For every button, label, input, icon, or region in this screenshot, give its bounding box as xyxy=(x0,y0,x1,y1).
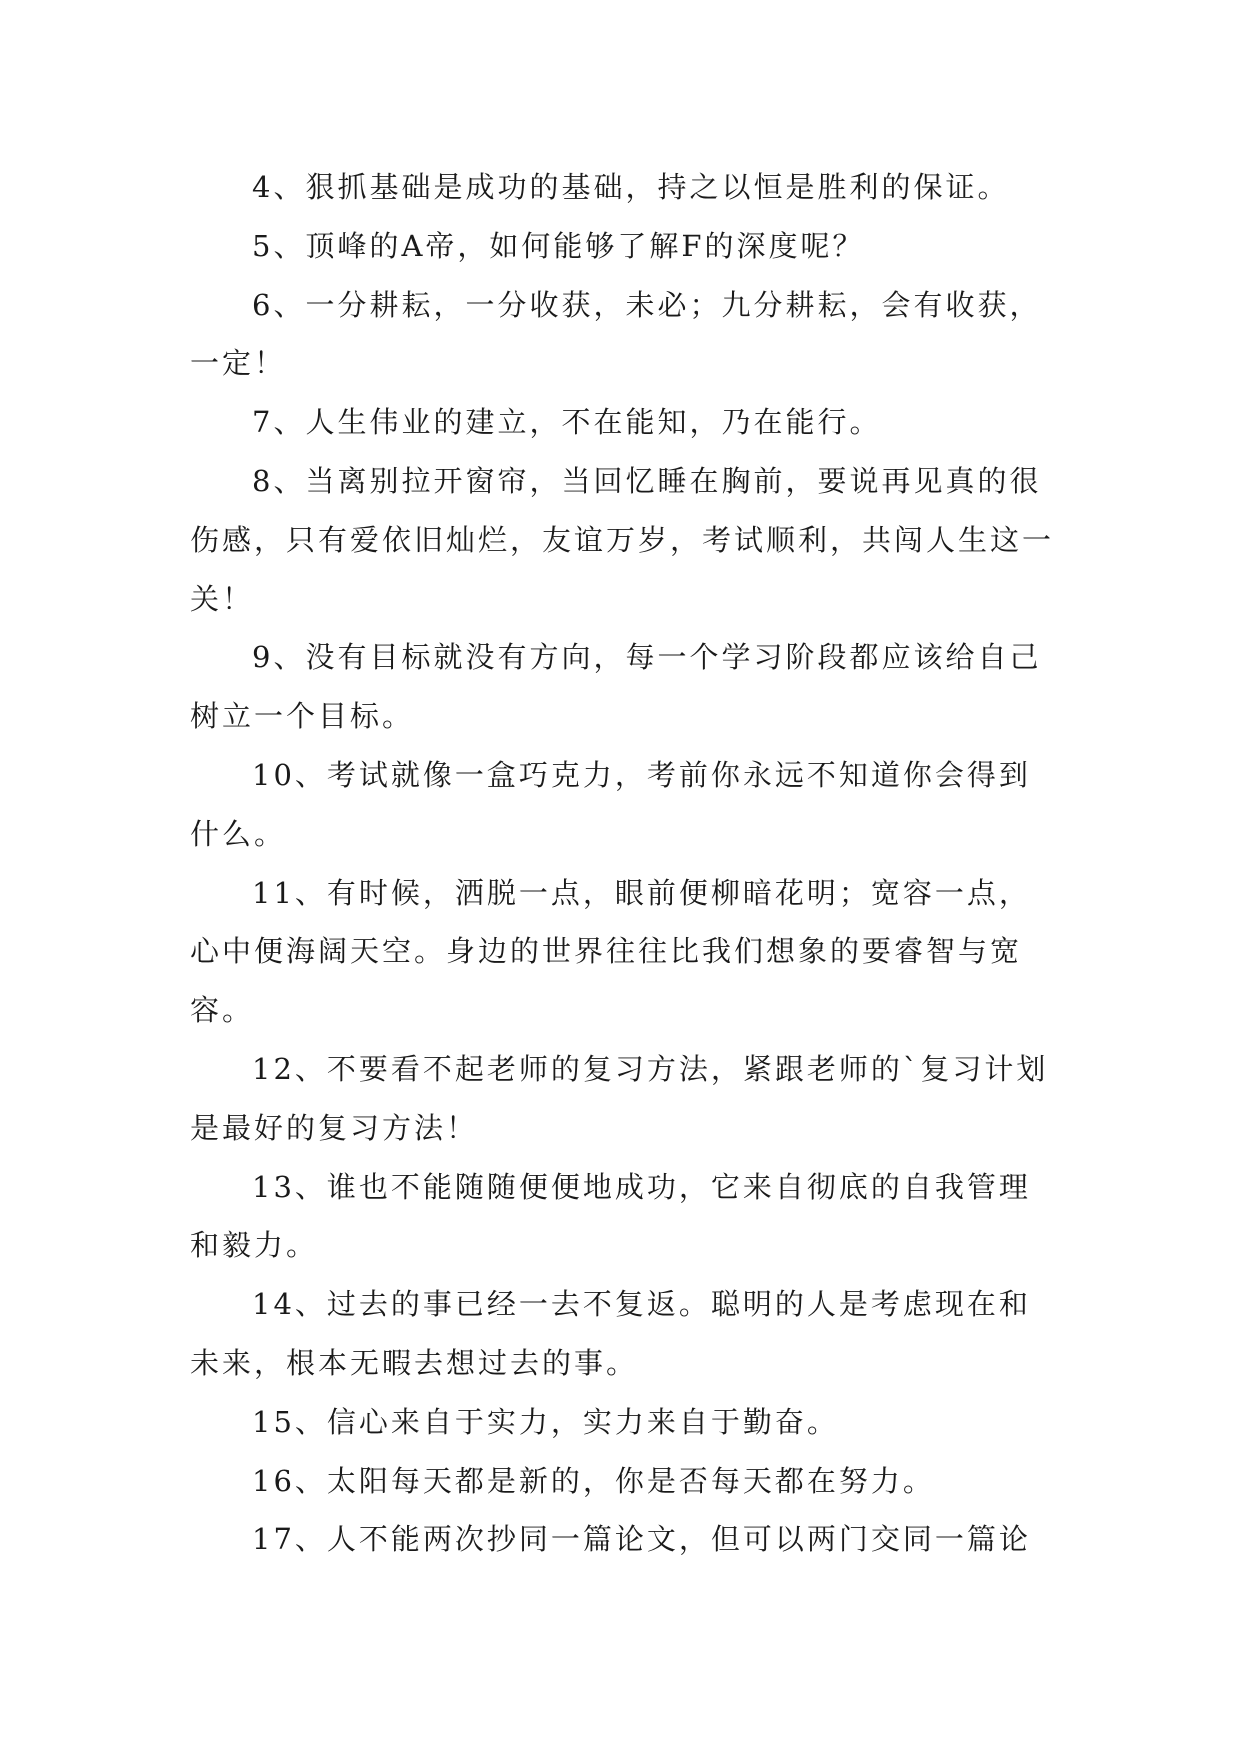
paragraph-item-13: 13、谁也不能随随便便地成功，它来自彻底的自我管理和毅力。 xyxy=(190,1169,1031,1263)
document-body xyxy=(190,158,1060,1569)
paragraph-item-8: 8、当离别拉开窗帘，当回忆睡在胸前，要说再见真的很伤感，只有爱依旧灿烂，友谊万岁，考试顺利，共闯人生这一关！ xyxy=(190,463,1055,616)
paragraph-item-9: 9、没有目标就没有方向，每一个学习阶段都应该给自己树立一个目标。 xyxy=(190,640,1042,734)
paragraph-item-6: 6、一分耕耘，一分收获，未必；九分耕耘，会有收获，一定！ xyxy=(190,287,1042,381)
paragraph-item-11: 11、有时候，洒脱一点，眼前便柳暗花明；宽容一点，心中便海阔天空。身边的世界往往比我们想象的要睿智与宽容。 xyxy=(190,875,1031,1028)
paragraph-item-17: 17、人不能两次抄同一篇论文，但可以两门交同一篇论 xyxy=(252,1522,1031,1557)
paragraph-item-10: 10、考试就像一盒巧克力，考前你永远不知道你会得到什么。 xyxy=(190,757,1031,851)
paragraph-item-15: 15、信心来自于实力，实力来自于勤奋。 xyxy=(252,1404,839,1439)
paragraph-item-5: 5、顶峰的A帝，如何能够了解F的深度呢？ xyxy=(252,228,865,263)
paragraph-item-12: 12、不要看不起老师的复习方法，紧跟老师的`复习计划是最好的复习方法！ xyxy=(190,1051,1049,1145)
paragraph-item-4: 4、狠抓基础是成功的基础，持之以恒是胜利的保证。 xyxy=(252,170,1010,204)
paragraph-item-14: 14、过去的事已经一去不复返。聪明的人是考虑现在和未来，根本无暇去想过去的事。 xyxy=(190,1287,1031,1380)
paragraph-item-7: 7、人生伟业的建立，不在能知，乃在能行。 xyxy=(252,405,882,440)
paragraph-item-16: 16、太阳每天都是新的，你是否每天都在努力。 xyxy=(252,1463,935,1498)
